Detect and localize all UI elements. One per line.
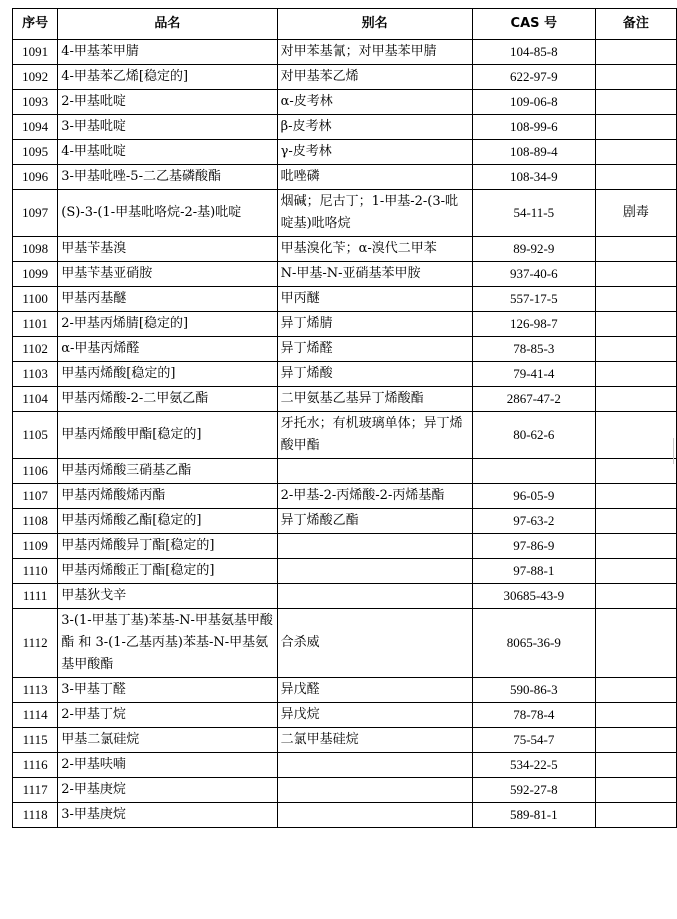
row-number: 1100 bbox=[13, 287, 58, 312]
chemical-name: 甲基丙烯酸三硝基乙酯 bbox=[58, 459, 277, 484]
chemical-name: 4-甲基苯乙烯[稳定的] bbox=[58, 65, 277, 90]
cas-number: 108-34-9 bbox=[472, 165, 595, 190]
chemical-name: 甲基苄基溴 bbox=[58, 237, 277, 262]
note bbox=[595, 559, 676, 584]
note bbox=[595, 703, 676, 728]
row-number: 1110 bbox=[13, 559, 58, 584]
alias-name: γ-皮考林 bbox=[277, 140, 472, 165]
page-edge-marker bbox=[673, 438, 677, 464]
alias-name: 对甲苯基氰；对甲基苯甲腈 bbox=[277, 40, 472, 65]
alias-name bbox=[277, 753, 472, 778]
cas-number: 97-88-1 bbox=[472, 559, 595, 584]
alias-name: 牙托水；有机玻璃单体；异丁烯酸甲酯 bbox=[277, 412, 472, 459]
note bbox=[595, 115, 676, 140]
header-no: 序号 bbox=[13, 9, 58, 40]
header-alias: 别名 bbox=[277, 9, 472, 40]
row-number: 1104 bbox=[13, 387, 58, 412]
alias-name: 二氯甲基硅烷 bbox=[277, 728, 472, 753]
alias-name: β-皮考林 bbox=[277, 115, 472, 140]
table-row bbox=[13, 412, 677, 459]
table-row bbox=[13, 140, 677, 165]
alias-name bbox=[277, 534, 472, 559]
cas-number: 534-22-5 bbox=[472, 753, 595, 778]
chemical-name: 3-(1-甲基丁基)苯基-N-甲基氨基甲酸酯 和 3-(1-乙基丙基)苯基-N-甲基氨基甲酸酯 bbox=[58, 609, 277, 678]
note bbox=[595, 609, 676, 678]
note bbox=[595, 140, 676, 165]
table-row bbox=[13, 362, 677, 387]
chemical-name: 2-甲基呋喃 bbox=[58, 753, 277, 778]
row-number: 1116 bbox=[13, 753, 58, 778]
table-row bbox=[13, 115, 677, 140]
alias-name: 吡唑磷 bbox=[277, 165, 472, 190]
cas-number: 104-85-8 bbox=[472, 40, 595, 65]
note bbox=[595, 337, 676, 362]
row-number: 1115 bbox=[13, 728, 58, 753]
cas-number: 79-41-4 bbox=[472, 362, 595, 387]
alias-name bbox=[277, 803, 472, 828]
chemical-name: 甲基丙烯酸[稳定的] bbox=[58, 362, 277, 387]
cas-number: 54-11-5 bbox=[472, 190, 595, 237]
table-row bbox=[13, 262, 677, 287]
chemical-name: 3-甲基吡啶 bbox=[58, 115, 277, 140]
cas-number: 937-40-6 bbox=[472, 262, 595, 287]
alias-name bbox=[277, 584, 472, 609]
note bbox=[595, 362, 676, 387]
note bbox=[595, 584, 676, 609]
header-note: 备注 bbox=[595, 9, 676, 40]
table-row bbox=[13, 803, 677, 828]
table-row bbox=[13, 190, 677, 237]
header-name: 品名 bbox=[58, 9, 277, 40]
cas-number: 78-85-3 bbox=[472, 337, 595, 362]
table-row bbox=[13, 509, 677, 534]
chemical-name: 甲基丙烯酸-2-二甲氨乙酯 bbox=[58, 387, 277, 412]
row-number: 1118 bbox=[13, 803, 58, 828]
chemical-name: 甲基丙烯酸烯丙酯 bbox=[58, 484, 277, 509]
note bbox=[595, 459, 676, 484]
table-row bbox=[13, 484, 677, 509]
alias-name: 甲丙醚 bbox=[277, 287, 472, 312]
row-number: 1109 bbox=[13, 534, 58, 559]
row-number: 1094 bbox=[13, 115, 58, 140]
note bbox=[595, 412, 676, 459]
row-number: 1095 bbox=[13, 140, 58, 165]
alias-name: 烟碱；尼古丁；1-甲基-2-(3-吡啶基)吡咯烷 bbox=[277, 190, 472, 237]
chemical-name: 3-甲基丁醛 bbox=[58, 678, 277, 703]
chemical-name: 4-甲基吡啶 bbox=[58, 140, 277, 165]
table-row bbox=[13, 90, 677, 115]
alias-name bbox=[277, 459, 472, 484]
table-row bbox=[13, 609, 677, 678]
cas-number: 97-63-2 bbox=[472, 509, 595, 534]
table-row bbox=[13, 584, 677, 609]
cas-number: 30685-43-9 bbox=[472, 584, 595, 609]
alias-name: 合杀威 bbox=[277, 609, 472, 678]
alias-name: N-甲基-N-亚硝基苯甲胺 bbox=[277, 262, 472, 287]
row-number: 1091 bbox=[13, 40, 58, 65]
chemical-name: 甲基二氯硅烷 bbox=[58, 728, 277, 753]
row-number: 1102 bbox=[13, 337, 58, 362]
table-row bbox=[13, 753, 677, 778]
cas-number: 590-86-3 bbox=[472, 678, 595, 703]
row-number: 1108 bbox=[13, 509, 58, 534]
table-row bbox=[13, 287, 677, 312]
note bbox=[595, 803, 676, 828]
note bbox=[595, 778, 676, 803]
table-row bbox=[13, 312, 677, 337]
cas-number: 126-98-7 bbox=[472, 312, 595, 337]
alias-name: 异丁烯腈 bbox=[277, 312, 472, 337]
table-row bbox=[13, 337, 677, 362]
table-row bbox=[13, 703, 677, 728]
cas-number: 108-99-6 bbox=[472, 115, 595, 140]
chemical-name: (S)-3-(1-甲基吡咯烷-2-基)吡啶 bbox=[58, 190, 277, 237]
header-cas: CAS 号 bbox=[472, 9, 595, 40]
chemical-name: 3-甲基庚烷 bbox=[58, 803, 277, 828]
alias-name: 异戊烷 bbox=[277, 703, 472, 728]
note bbox=[595, 509, 676, 534]
table-row bbox=[13, 165, 677, 190]
alias-name: 对甲基苯乙烯 bbox=[277, 65, 472, 90]
chemical-name: 2-甲基丁烷 bbox=[58, 703, 277, 728]
row-number: 1092 bbox=[13, 65, 58, 90]
chemical-name: 甲基狄戈辛 bbox=[58, 584, 277, 609]
note bbox=[595, 387, 676, 412]
row-number: 1111 bbox=[13, 584, 58, 609]
chemical-name: 2-甲基丙烯腈[稳定的] bbox=[58, 312, 277, 337]
cas-number: 592-27-8 bbox=[472, 778, 595, 803]
row-number: 1106 bbox=[13, 459, 58, 484]
chemical-name: 2-甲基庚烷 bbox=[58, 778, 277, 803]
table-row bbox=[13, 534, 677, 559]
cas-number: 96-05-9 bbox=[472, 484, 595, 509]
cas-number: 89-92-9 bbox=[472, 237, 595, 262]
chemical-name: 甲基丙烯酸异丁酯[稳定的] bbox=[58, 534, 277, 559]
cas-number: 622-97-9 bbox=[472, 65, 595, 90]
row-number: 1097 bbox=[13, 190, 58, 237]
row-number: 1096 bbox=[13, 165, 58, 190]
table-row bbox=[13, 40, 677, 65]
cas-number: 78-78-4 bbox=[472, 703, 595, 728]
table-row bbox=[13, 778, 677, 803]
table-row bbox=[13, 65, 677, 90]
row-number: 1103 bbox=[13, 362, 58, 387]
table-row bbox=[13, 728, 677, 753]
chemical-name: 甲基丙基醚 bbox=[58, 287, 277, 312]
row-number: 1114 bbox=[13, 703, 58, 728]
header-row bbox=[13, 9, 677, 40]
note bbox=[595, 90, 676, 115]
note bbox=[595, 65, 676, 90]
note: 剧毒 bbox=[595, 190, 676, 237]
note bbox=[595, 237, 676, 262]
chemical-name: α-甲基丙烯醛 bbox=[58, 337, 277, 362]
note bbox=[595, 728, 676, 753]
chemical-name: 甲基丙烯酸乙酯[稳定的] bbox=[58, 509, 277, 534]
row-number: 1093 bbox=[13, 90, 58, 115]
chemical-name: 3-甲基吡唑-5-二乙基磷酸酯 bbox=[58, 165, 277, 190]
table-row bbox=[13, 237, 677, 262]
cas-number: 80-62-6 bbox=[472, 412, 595, 459]
chemical-name: 2-甲基吡啶 bbox=[58, 90, 277, 115]
alias-name bbox=[277, 778, 472, 803]
note bbox=[595, 534, 676, 559]
table-row bbox=[13, 459, 677, 484]
note bbox=[595, 678, 676, 703]
cas-number: 8065-36-9 bbox=[472, 609, 595, 678]
cas-number: 108-89-4 bbox=[472, 140, 595, 165]
chemical-name: 甲基丙烯酸甲酯[稳定的] bbox=[58, 412, 277, 459]
row-number: 1112 bbox=[13, 609, 58, 678]
row-number: 1105 bbox=[13, 412, 58, 459]
cas-number: 97-86-9 bbox=[472, 534, 595, 559]
table-row bbox=[13, 559, 677, 584]
alias-name: 2-甲基-2-丙烯酸-2-丙烯基酯 bbox=[277, 484, 472, 509]
note bbox=[595, 484, 676, 509]
note bbox=[595, 312, 676, 337]
alias-name: 二甲氨基乙基异丁烯酸酯 bbox=[277, 387, 472, 412]
note bbox=[595, 287, 676, 312]
row-number: 1117 bbox=[13, 778, 58, 803]
chemical-name: 4-甲基苯甲腈 bbox=[58, 40, 277, 65]
row-number: 1101 bbox=[13, 312, 58, 337]
row-number: 1107 bbox=[13, 484, 58, 509]
table-row bbox=[13, 678, 677, 703]
alias-name: 甲基溴化苄；α-溴代二甲苯 bbox=[277, 237, 472, 262]
cas-number bbox=[472, 459, 595, 484]
note bbox=[595, 165, 676, 190]
chemical-name: 甲基苄基亚硝胺 bbox=[58, 262, 277, 287]
note bbox=[595, 262, 676, 287]
alias-name: 异丁烯醛 bbox=[277, 337, 472, 362]
table-row bbox=[13, 387, 677, 412]
cas-number: 2867-47-2 bbox=[472, 387, 595, 412]
note bbox=[595, 40, 676, 65]
cas-number: 109-06-8 bbox=[472, 90, 595, 115]
note bbox=[595, 753, 676, 778]
cas-number: 75-54-7 bbox=[472, 728, 595, 753]
alias-name: 异丁烯酸 bbox=[277, 362, 472, 387]
cas-number: 557-17-5 bbox=[472, 287, 595, 312]
chemical-table bbox=[12, 8, 677, 828]
alias-name: α-皮考林 bbox=[277, 90, 472, 115]
alias-name: 异戊醛 bbox=[277, 678, 472, 703]
row-number: 1098 bbox=[13, 237, 58, 262]
chemical-name: 甲基丙烯酸正丁酯[稳定的] bbox=[58, 559, 277, 584]
alias-name: 异丁烯酸乙酯 bbox=[277, 509, 472, 534]
alias-name bbox=[277, 559, 472, 584]
row-number: 1099 bbox=[13, 262, 58, 287]
row-number: 1113 bbox=[13, 678, 58, 703]
cas-number: 589-81-1 bbox=[472, 803, 595, 828]
